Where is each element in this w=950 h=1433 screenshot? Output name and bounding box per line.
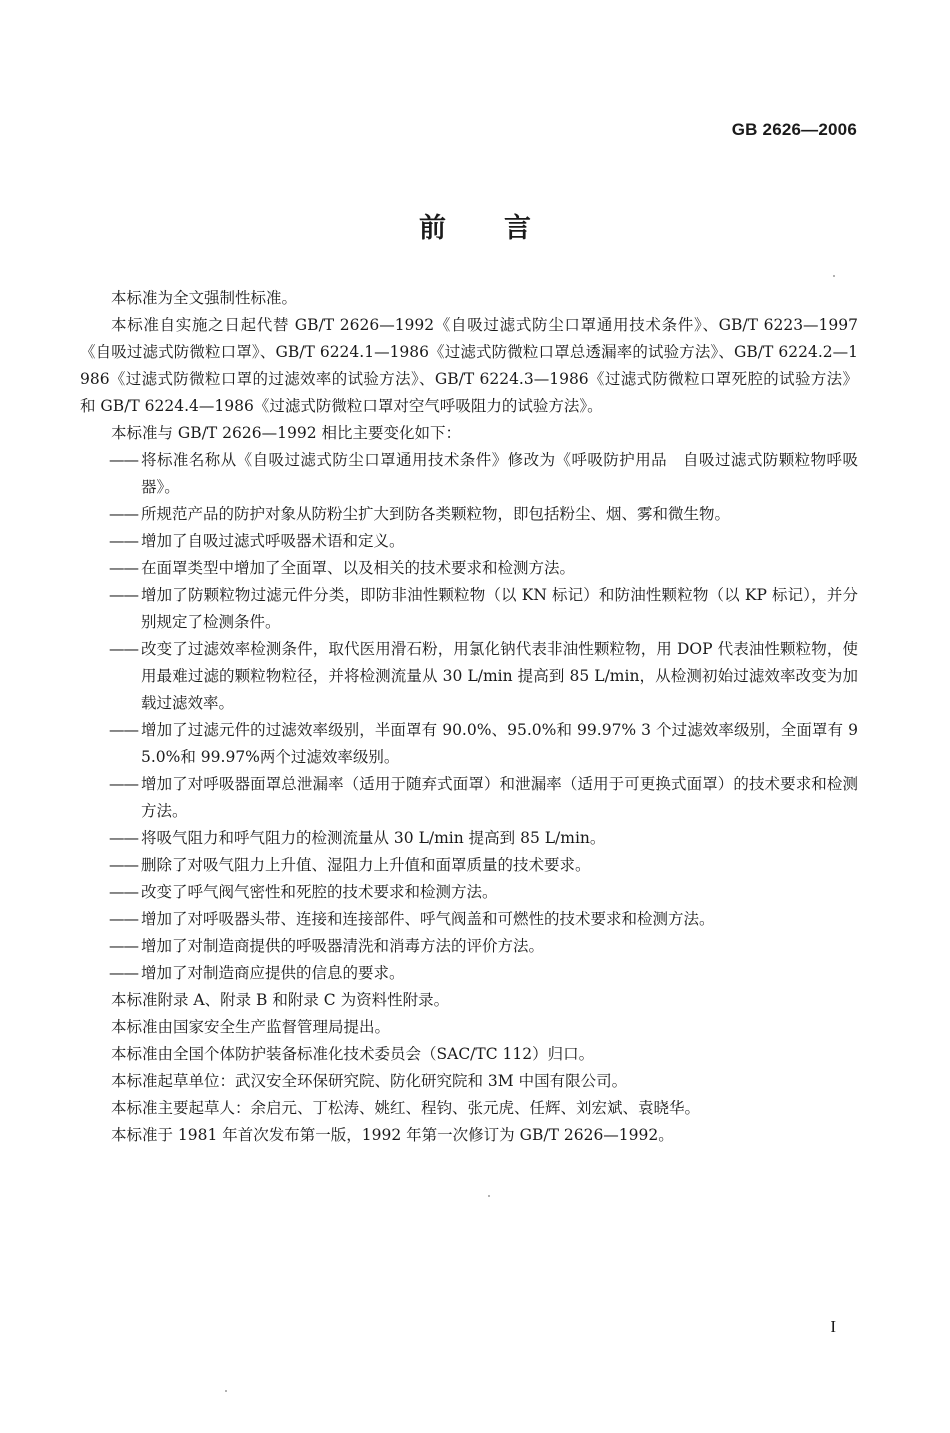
dash-marker: —— (109, 937, 138, 955)
list-item: —— 删除了对吸气阻力上升值、湿阻力上升值和面罩质量的技术要求。 (80, 852, 858, 879)
paragraph-centralized-by: 本标准由全国个体防护装备标准化技术委员会（SAC/TC 112）归口。 (111, 1045, 595, 1063)
dash-marker: —— (109, 451, 138, 469)
paragraph-proposed-by: 本标准由国家安全生产监督管理局提出。 (111, 1018, 391, 1036)
dash-marker: —— (109, 640, 138, 658)
dash-marker: —— (109, 532, 138, 550)
dash-marker: —— (109, 505, 138, 523)
paragraph-history: 本标准于 1981 年首次发布第一版，1992 年第一次修订为 GB/T 2626—1992。 (111, 1126, 674, 1144)
dash-marker: —— (109, 721, 138, 739)
dash-marker: —— (109, 856, 138, 874)
list-item: —— 将标准名称从《自吸过滤式防尘口罩通用技术条件》修改为《呼吸防护用品 自吸过滤式防颗粒物呼吸器》。 (80, 447, 858, 501)
page-number: I (830, 1317, 836, 1336)
list-item: —— 所规范产品的防护对象从防粉尘扩大到防各类颗粒物，即包括粉尘、烟、雾和微生物。 (80, 501, 858, 528)
standard-number: GB 2626—2006 (731, 120, 857, 139)
paragraph-drafting-units: 本标准起草单位：武汉安全环保研究院、防化研究院和 3M 中国有限公司。 (111, 1072, 628, 1090)
paragraph-replaces: 本标准自实施之日起代替 GB/T 2626—1992《自吸过滤式防尘口罩通用技术条件》、GB/T 6223—1997《自吸过滤式防微粒口罩》、GB/T 6224.1—1986《过滤式防微粒口罩总透漏率的试验方法》、GB/T 6224.2—1986《过滤式防微粒口罩的过滤效率的试验方法》、GB/T 6224.3—1986《过滤式防微粒口罩死腔的试验方法》和 GB/T 6224.4—1986《过滤式防微粒口罩对空气呼吸阻力的试验方法》。 (80, 316, 858, 415)
paragraph-changes-intro: 本标准与 GB/T 2626—1992 相比主要变化如下： (111, 424, 462, 442)
dash-marker: —— (109, 964, 138, 982)
list-item: —— 改变了呼气阀气密性和死腔的技术要求和检测方法。 (80, 879, 858, 906)
list-item: —— 增加了防颗粒物过滤元件分类，即防非油性颗粒物（以 KN 标记）和防油性颗粒物（以 KP 标记），并分别规定了检测条件。 (80, 582, 858, 636)
list-item: —— 增加了对呼吸器面罩总泄漏率（适用于随弃式面罩）和泄漏率（适用于可更换式面罩）的技术要求和检测方法。 (80, 771, 858, 825)
list-item: —— 增加了自吸过滤式呼吸器术语和定义。 (80, 528, 858, 555)
paragraph-drafters: 本标准主要起草人：余启元、丁松涛、姚红、程钧、张元虎、任辉、刘宏斌、袁晓华。 (111, 1099, 701, 1117)
dash-marker: —— (109, 775, 138, 793)
dash-marker: —— (109, 559, 138, 577)
list-item: —— 将吸气阻力和呼气阻力的检测流量从 30 L/min 提高到 85 L/min。 (80, 825, 858, 852)
list-item: —— 增加了对制造商应提供的信息的要求。 (80, 960, 858, 987)
scan-speck (225, 1390, 227, 1392)
scan-speck (488, 1195, 490, 1197)
dash-marker: —— (109, 910, 138, 928)
page-title: 前言 (419, 213, 589, 244)
paragraph-mandatory: 本标准为全文强制性标准。 (111, 289, 298, 307)
dash-marker: —— (109, 829, 138, 847)
dash-marker: —— (109, 883, 138, 901)
dash-marker: —— (109, 586, 138, 604)
list-item: —— 改变了过滤效率检测条件，取代医用滑石粉，用氯化钠代表非油性颗粒物，用 DOP 代表油性颗粒物，使用最难过滤的颗粒物粒径，并将检测流量从 30 L/min 提高到 85 L/min，从检测初始过滤效率改变为加载过滤效率。 (80, 636, 858, 717)
changes-list (80, 447, 858, 987)
document-body (80, 285, 858, 1149)
list-item: —— 在面罩类型中增加了全面罩、以及相关的技术要求和检测方法。 (80, 555, 858, 582)
scan-speck (833, 275, 835, 277)
list-item: —— 增加了过滤元件的过滤效率级别，半面罩有 90.0%、95.0%和 99.97% 3 个过滤效率级别，全面罩有 95.0%和 99.97%两个过滤效率级别。 (80, 717, 858, 771)
list-item: —— 增加了对制造商提供的呼吸器清洗和消毒方法的评价方法。 (80, 933, 858, 960)
list-item: —— 增加了对呼吸器头带、连接和连接部件、呼气阀盖和可燃性的技术要求和检测方法。 (80, 906, 858, 933)
paragraph-annexes: 本标准附录 A、附录 B 和附录 C 为资料性附录。 (111, 991, 450, 1009)
